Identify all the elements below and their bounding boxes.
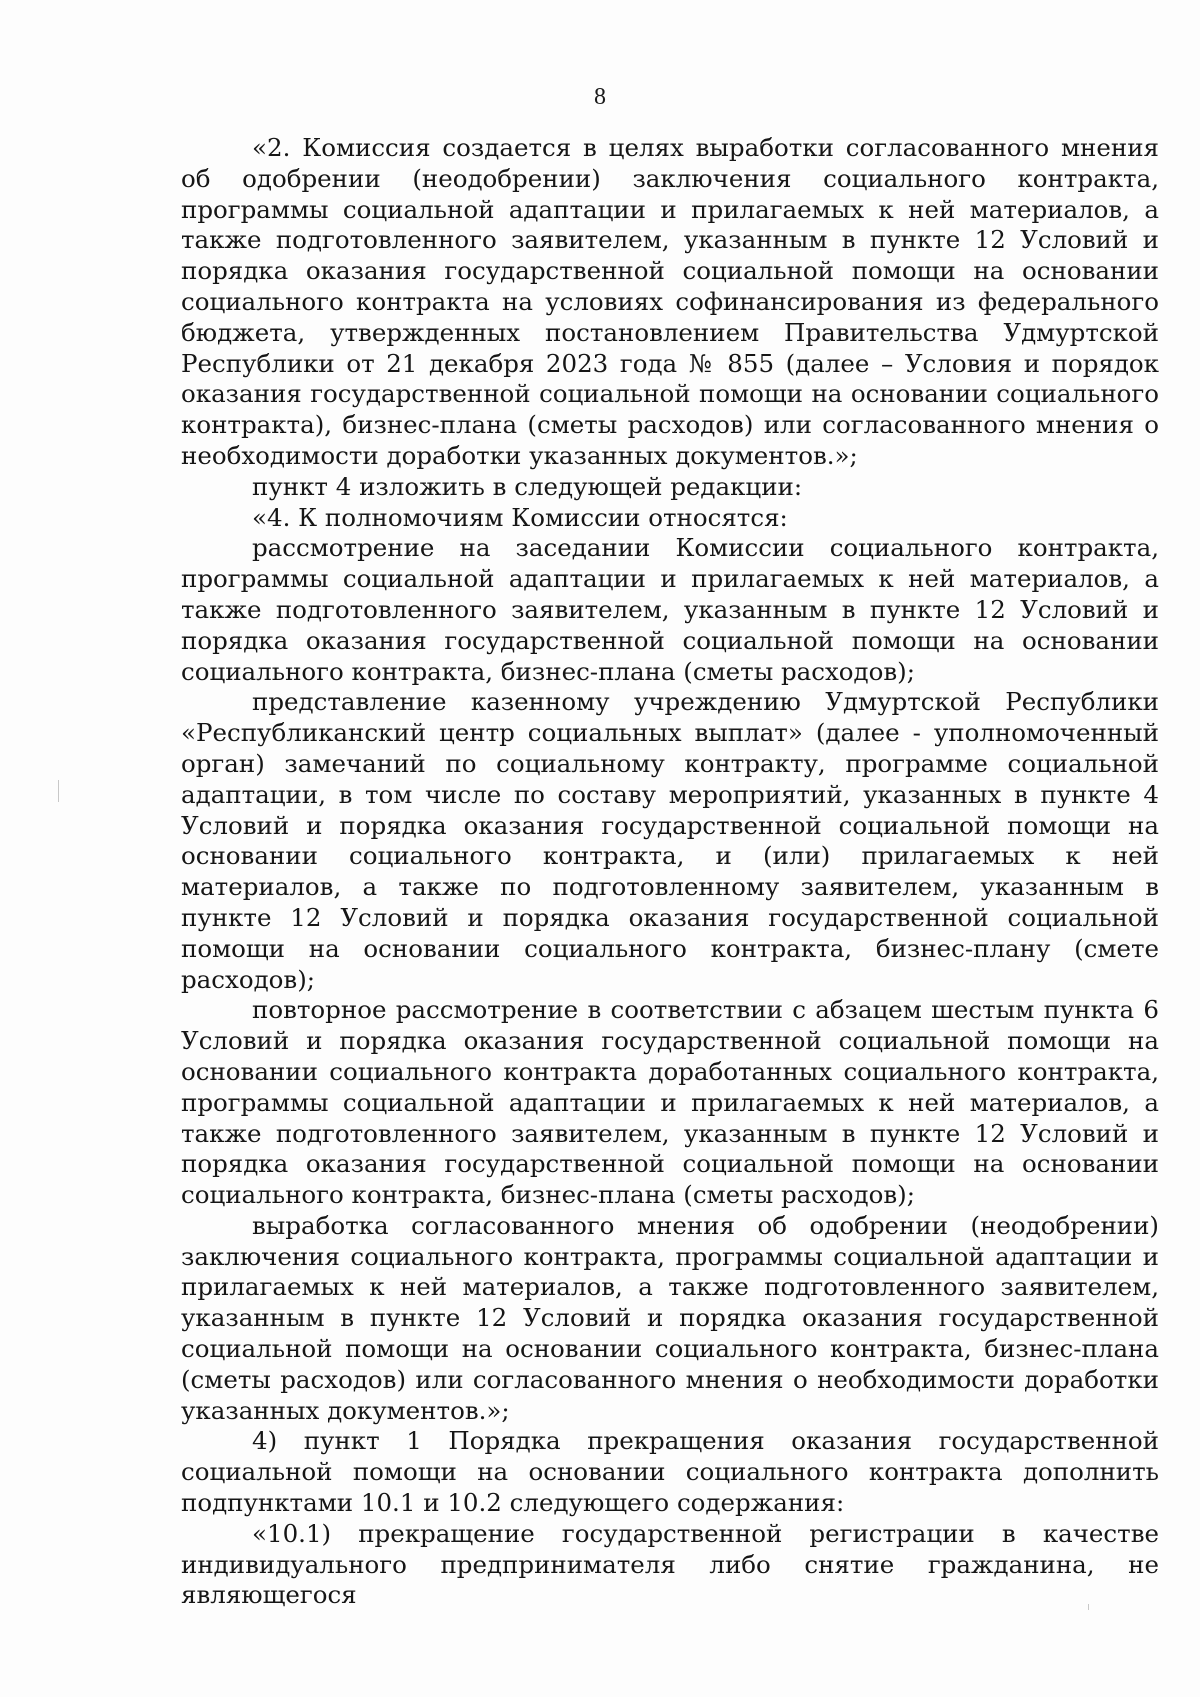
paragraph-power-agreed-opinion: выработка согласованного мнения об одобрении (неодобрении) заключения социального контракта, программы социальной адаптации и прилагаемых к ней материалов, а также подготовленного заявителем, указанным в пункте 12 Условий и порядка оказания государственной социальной помощи на основании социального контракта, бизнес-плана (сметы расходов) или согласованного мнения о необходимости доработки указанных документов.»; — [181, 1210, 1159, 1425]
page-number: 8 — [594, 84, 606, 110]
paragraph-power-repeat-review: повторное рассмотрение в соответствии с абзацем шестым пункта 6 Условий и порядка оказания государственной социальной помощи на основании социального контракта доработанных социального контракта, программы социальной адаптации и прилагаемых к ней материалов, а также подготовленного заявителем, указанным в пункте 12 Условий и порядка оказания государственной социальной помощи на основании социального контракта, бизнес-плана (сметы расходов); — [181, 995, 1159, 1210]
document-body — [181, 133, 1159, 1611]
paragraph-commission-powers-heading: «4. К полномочиям Комиссии относятся: — [252, 502, 788, 532]
paragraph-point-4-intro: пункт 4 изложить в следующей редакции: — [252, 471, 803, 501]
scan-margin-mark — [1088, 1604, 1089, 1610]
paragraph-subpoint-10-1: «10.1) прекращение государственной регистрации в качестве индивидуального предпринимателя либо снятие гражданина, не являющегося — [181, 1518, 1159, 1610]
paragraph-power-review: рассмотрение на заседании Комиссии социального контракта, программы социальной адаптации и прилагаемых к ней материалов, а также подготовленного заявителем, указанным в пункте 12 Условий и порядка оказания государственной социальной помощи на основании социального контракта, бизнес-плана (сметы расходов); — [181, 533, 1159, 686]
paragraph-commission-purpose: «2. Комиссия создается в целях выработки согласованного мнения об одобрении (неодобрении) заключения социального контракта, программы социальной адаптации и прилагаемых к ней материалов, а также подготовленного заявителем, указанным в пункте 12 Условий и порядка оказания государственной социальной помощи на основании социального контракта на условиях софинансирования из федерального бюджета, утвержденных постановлением Правительства Удмуртской Республики от 21 декабря 2023 года № 855 (далее – Условия и порядок оказания государственной социальной помощи на основании социального контракта), бизнес-плана (сметы расходов) или согласованного мнения о необходимости доработки указанных документов.»; — [181, 133, 1159, 470]
paragraph-amendment-4: 4) пункт 1 Порядка прекращения оказания государственной социальной помощи на основании социального контракта дополнить подпунктами 10.1 и 10.2 следующего содержания: — [181, 1426, 1159, 1518]
scan-margin-mark — [58, 780, 59, 802]
paragraph-power-remarks: представление казенному учреждению Удмуртской Республики «Республиканский центр социальных выплат» (далее - уполномоченный орган) замечаний по социальному контракту, программе социальной адаптации, в том числе по составу мероприятий, указанных в пункте 4 Условий и порядка оказания государственной социальной помощи на основании социального контракта, и (или) прилагаемых к ней материалов, а также по подготовленному заявителем, указанным в пункте 12 Условий и порядка оказания государственной социальной помощи на основании социального контракта, бизнес-плану (смете расходов); — [181, 687, 1159, 994]
